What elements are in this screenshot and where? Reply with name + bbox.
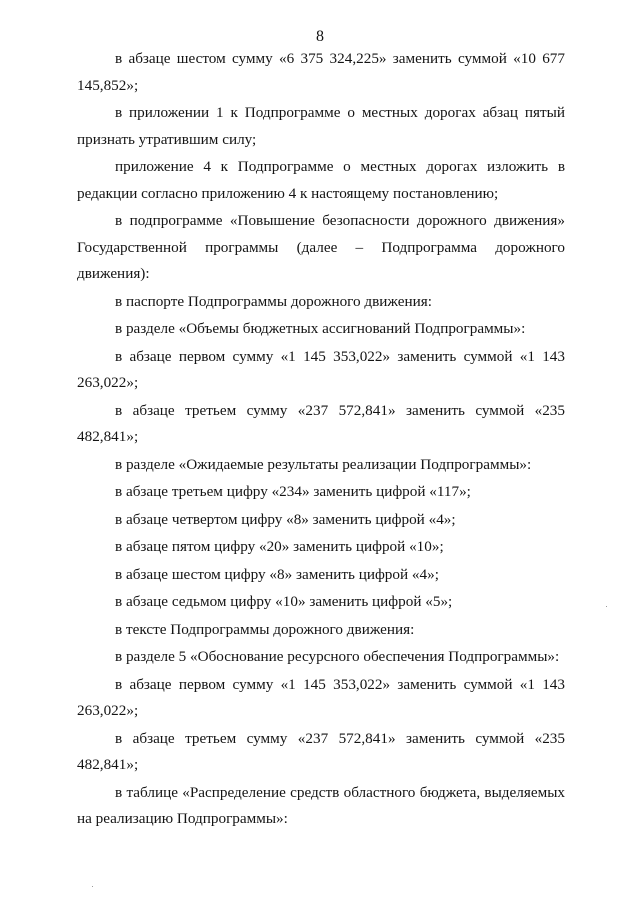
document-body — [77, 46, 565, 834]
paragraph: в абзаце седьмом цифру «10» заменить цифрой «5»; — [115, 593, 453, 610]
paragraph: в абзаце первом сумму «1 145 353,022» заменить суммой «1 143 263,022»; — [77, 347, 565, 391]
paragraph: в абзаце шестом цифру «8» заменить цифрой «4»; — [115, 565, 439, 583]
paragraph: в абзаце третьем сумму «237 572,841» заменить суммой «235 482,841»; — [77, 729, 565, 773]
paragraph: в абзаце первом сумму «1 145 353,022» заменить суммой «1 143 263,022»; — [77, 675, 565, 719]
paragraph: в приложении 1 к Подпрограмме о местных дорогах абзац пятый признать утратившим силу; — [77, 104, 565, 148]
paragraph: в абзаце третьем сумму «237 572,841» заменить суммой «235 482,841»; — [77, 401, 565, 445]
paragraph: в абзаце шестом сумму «6 375 324,225» заменить суммой «10 677 145,852»; — [77, 50, 565, 94]
page-number: 8 — [316, 28, 324, 45]
paragraph: в абзаце четвертом цифру «8» заменить цифрой «4»; — [115, 510, 456, 528]
scan-speck — [606, 606, 607, 607]
paragraph: в разделе 5 «Обоснование ресурсного обеспечения Подпрограммы»: — [115, 648, 560, 665]
paragraph: в тексте Подпрограммы дорожного движения: — [115, 620, 415, 638]
paragraph: приложение 4 к Подпрограмме о местных дорогах изложить в редакции согласно приложению 4 к настоящему постановлению; — [77, 158, 565, 202]
paragraph: в разделе «Ожидаемые результаты реализации Подпрограммы»: — [115, 455, 532, 473]
paragraph: в паспорте Подпрограммы дорожного движения: — [115, 292, 432, 310]
paragraph: в таблице «Распределение средств областного бюджета, выделяемых на реализацию Подпрограммы»: — [77, 783, 565, 827]
scan-speck — [92, 886, 93, 887]
paragraph: в подпрограмме «Повышение безопасности дорожного движения» Государственной программы (далее – Подпрограмма дорожного движения): — [77, 212, 565, 282]
paragraph: в разделе «Объемы бюджетных ассигнований Подпрограммы»: — [115, 320, 526, 337]
paragraph: в абзаце пятом цифру «20» заменить цифрой «10»; — [115, 538, 444, 555]
paragraph: в абзаце третьем цифру «234» заменить цифрой «117»; — [115, 483, 471, 500]
